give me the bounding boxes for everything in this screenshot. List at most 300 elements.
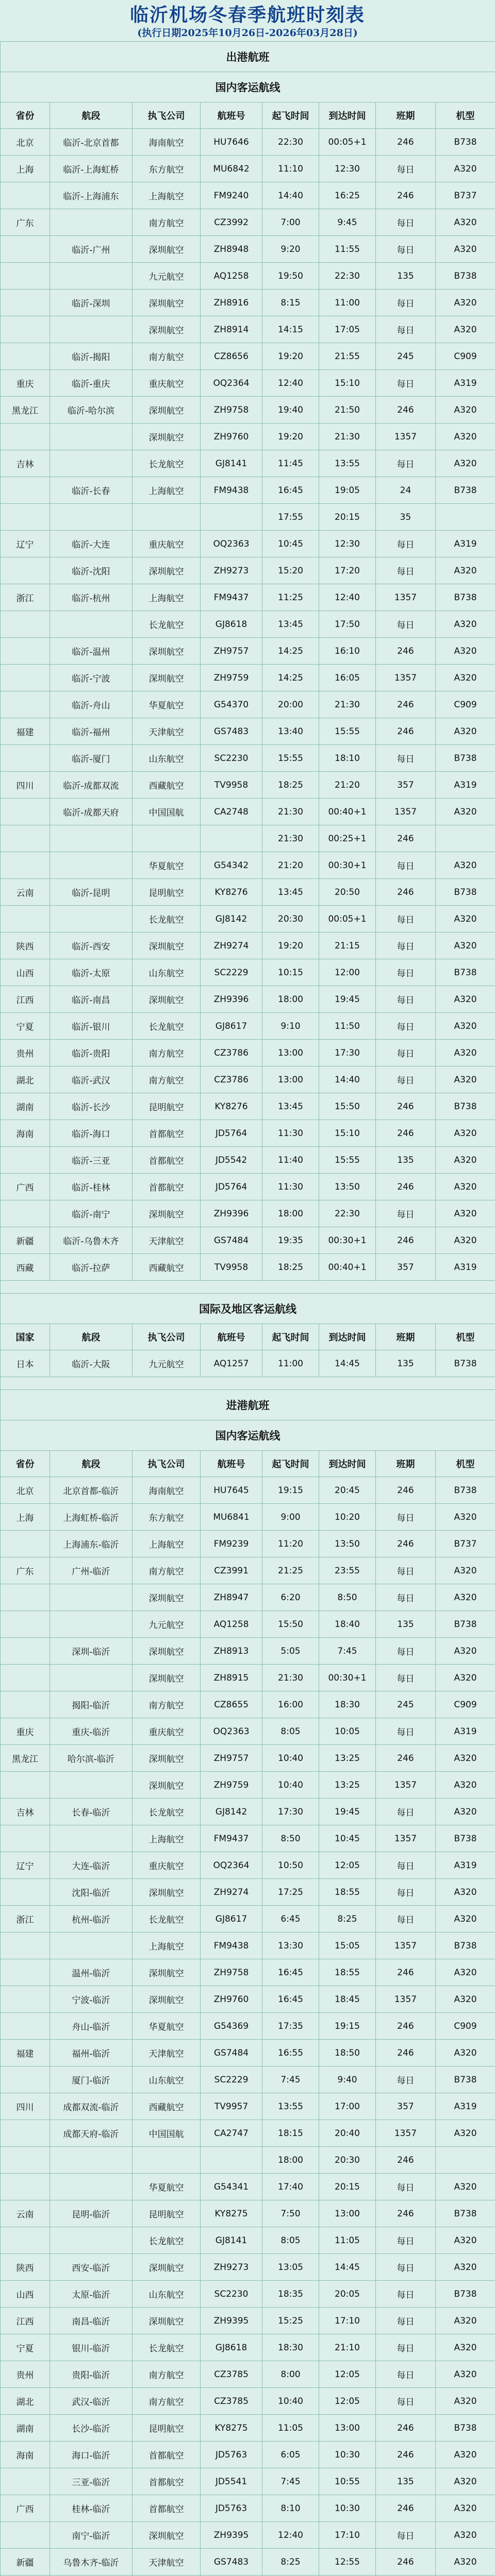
cell-type: A320	[436, 557, 495, 584]
cell-fn: SC2229	[201, 2066, 262, 2093]
cell-days: 每日	[376, 1638, 436, 1665]
cell-seg	[50, 2174, 133, 2200]
cell-co: 首都航空	[133, 2468, 201, 2495]
cell-type: A320	[436, 2495, 495, 2522]
cell-co: 长龙航空	[133, 2227, 201, 2254]
flight-row	[1, 718, 495, 745]
column-header: 省份	[1, 103, 50, 129]
cell-dep: 13:30	[262, 1933, 319, 1959]
cell-seg: 临沂-沈阳	[50, 557, 133, 584]
cell-dep: 6:20	[262, 1584, 319, 1611]
cell-fn	[201, 2147, 262, 2174]
cell-seg: 临沂-福州	[50, 718, 133, 745]
cell-days: 1357	[376, 665, 436, 691]
cell-prov: 湖北	[1, 1066, 50, 1093]
cell-seg: 长沙-临沂	[50, 2415, 133, 2442]
cell-co: 九元航空	[133, 263, 201, 290]
cell-arr: 20:30	[319, 2147, 376, 2174]
cell-type: B738	[436, 1350, 495, 1377]
cell-arr: 12:40	[319, 584, 376, 611]
cell-co: 天津航空	[133, 718, 201, 745]
cell-arr: 14:45	[319, 2254, 376, 2281]
cell-days: 246	[376, 2549, 436, 2575]
cell-arr: 18:40	[319, 1611, 376, 1638]
cell-fn: OQ2364	[201, 1852, 262, 1879]
cell-days: 每日	[376, 1852, 436, 1879]
cell-type	[436, 504, 495, 531]
cell-prov: 云南	[1, 2200, 50, 2227]
cell-co: 深圳航空	[133, 557, 201, 584]
cell-arr: 21:30	[319, 423, 376, 450]
cell-co: 昆明航空	[133, 2415, 201, 2442]
cell-prov	[1, 638, 50, 665]
cell-co: 深圳航空	[133, 665, 201, 691]
flight-row	[1, 1745, 495, 1772]
cell-co: 南方航空	[133, 1066, 201, 1093]
cell-prov: 北京	[1, 1477, 50, 1504]
cell-type: A320	[436, 1174, 495, 1200]
cell-days: 1357	[376, 799, 436, 825]
cell-prov: 上海	[1, 1504, 50, 1531]
cell-type: A320	[436, 1745, 495, 1772]
cell-type: A320	[436, 1799, 495, 1825]
cell-seg: 舟山-临沂	[50, 2013, 133, 2040]
cell-days: 每日	[376, 2334, 436, 2361]
column-header: 班期	[376, 103, 436, 129]
cell-fn: TV9958	[201, 772, 262, 799]
cell-seg: 成都天府-临沂	[50, 2120, 133, 2147]
cell-type	[436, 2147, 495, 2174]
flight-row	[1, 691, 495, 718]
cell-arr: 12:00	[319, 959, 376, 986]
cell-arr: 20:45	[319, 1477, 376, 1504]
cell-co: 上海航空	[133, 1531, 201, 1557]
cell-prov	[1, 477, 50, 504]
cell-prov: 陕西	[1, 2254, 50, 2281]
page-title: 临沂机场冬春季航班时刻表	[129, 4, 365, 26]
cell-days: 每日	[376, 959, 436, 986]
cell-arr: 15:50	[319, 1093, 376, 1120]
cell-co: 海南航空	[133, 129, 201, 156]
cell-co: 九元航空	[133, 1611, 201, 1638]
cell-seg: 临沂-厦门	[50, 745, 133, 772]
cell-seg: 昆明-临沂	[50, 2200, 133, 2227]
cell-arr: 17:10	[319, 2522, 376, 2549]
cell-days: 每日	[376, 1718, 436, 1745]
flight-row	[1, 557, 495, 584]
cell-prov	[1, 1200, 50, 1227]
cell-type: C909	[436, 1691, 495, 1718]
cell-prov: 江西	[1, 2308, 50, 2334]
cell-type: C909	[436, 691, 495, 718]
cell-days: 246	[376, 1531, 436, 1557]
cell-arr: 20:05	[319, 2281, 376, 2308]
cell-co: 西藏航空	[133, 2093, 201, 2120]
cell-fn: MU6841	[201, 1504, 262, 1531]
cell-arr: 14:40	[319, 1066, 376, 1093]
cell-type: B738	[436, 1933, 495, 1959]
cell-dep: 14:15	[262, 316, 319, 343]
cell-fn: SC2230	[201, 2281, 262, 2308]
cell-type: A320	[436, 1200, 495, 1227]
cell-days: 每日	[376, 450, 436, 477]
flight-row	[1, 2522, 495, 2549]
cell-days: 每日	[376, 2254, 436, 2281]
cell-days: 每日	[376, 611, 436, 638]
cell-fn	[201, 504, 262, 531]
cell-dep: 17:30	[262, 1799, 319, 1825]
flight-row	[1, 1906, 495, 1933]
cell-days: 246	[376, 825, 436, 852]
cell-prov: 辽宁	[1, 1852, 50, 1879]
cell-dep: 18:00	[262, 1200, 319, 1227]
cell-days: 246	[376, 2415, 436, 2442]
cell-type: A320	[436, 799, 495, 825]
cell-days: 每日	[376, 1584, 436, 1611]
cell-arr: 21:20	[319, 772, 376, 799]
cell-dep: 15:50	[262, 1611, 319, 1638]
cell-seg: 临沂-杭州	[50, 584, 133, 611]
outbound-title: 出港航班	[1, 42, 495, 72]
flight-row	[1, 638, 495, 665]
cell-prov: 贵州	[1, 1040, 50, 1066]
cell-arr: 20:50	[319, 879, 376, 906]
cell-seg: 临沂-广州	[50, 236, 133, 263]
cell-days: 每日	[376, 1013, 436, 1040]
cell-days: 1357	[376, 1986, 436, 2013]
cell-fn: ZH9759	[201, 665, 262, 691]
column-header: 班期	[376, 1451, 436, 1477]
inbound-domestic-title: 国内客运航线	[1, 1420, 495, 1451]
cell-arr: 19:05	[319, 477, 376, 504]
cell-fn: GJ8618	[201, 611, 262, 638]
column-header: 机型	[436, 1451, 495, 1477]
flight-row	[1, 879, 495, 906]
cell-arr: 00:40+1	[319, 799, 376, 825]
cell-co: 九元航空	[133, 1350, 201, 1377]
cell-dep: 21:30	[262, 825, 319, 852]
cell-arr: 17:00	[319, 2093, 376, 2120]
cell-prov: 山西	[1, 959, 50, 986]
cell-co: 山东航空	[133, 2066, 201, 2093]
cell-prov	[1, 691, 50, 718]
flight-row	[1, 1066, 495, 1093]
cell-seg: 临沂-成都天府	[50, 799, 133, 825]
cell-co: 重庆航空	[133, 370, 201, 397]
cell-type: B738	[436, 745, 495, 772]
cell-days: 每日	[376, 1799, 436, 1825]
cell-arr: 21:50	[319, 397, 376, 423]
cell-type: A320	[436, 290, 495, 316]
cell-co: 上海航空	[133, 1825, 201, 1852]
cell-seg: 临沂-南宁	[50, 1200, 133, 1227]
outbound-table	[0, 41, 495, 2576]
cell-days: 35	[376, 504, 436, 531]
flight-row	[1, 2308, 495, 2334]
cell-days: 每日	[376, 745, 436, 772]
cell-fn: GJ8141	[201, 450, 262, 477]
cell-fn: GJ8617	[201, 1906, 262, 1933]
cell-days: 每日	[376, 156, 436, 182]
cell-seg: 临沂-长沙	[50, 1093, 133, 1120]
cell-days: 135	[376, 1147, 436, 1174]
cell-days: 每日	[376, 316, 436, 343]
cell-dep: 17:40	[262, 2174, 319, 2200]
cell-seg: 长春-临沂	[50, 1799, 133, 1825]
cell-co: 深圳航空	[133, 1584, 201, 1611]
cell-seg: 太原-临沂	[50, 2281, 133, 2308]
cell-arr: 12:30	[319, 531, 376, 557]
cell-days: 每日	[376, 1879, 436, 1906]
cell-co: 深圳航空	[133, 638, 201, 665]
cell-fn: FM9240	[201, 182, 262, 209]
cell-seg	[50, 1772, 133, 1799]
cell-arr: 13:00	[319, 2415, 376, 2442]
cell-fn: SC2230	[201, 745, 262, 772]
cell-fn	[201, 825, 262, 852]
cell-seg: 临沂-武汉	[50, 1066, 133, 1093]
cell-dep: 10:40	[262, 1745, 319, 1772]
column-header: 起飞时间	[262, 1324, 319, 1350]
cell-arr: 10:45	[319, 1825, 376, 1852]
cell-days: 357	[376, 772, 436, 799]
cell-dep: 8:00	[262, 2361, 319, 2388]
cell-arr: 17:10	[319, 2308, 376, 2334]
cell-prov	[1, 343, 50, 370]
cell-dep: 18:30	[262, 2334, 319, 2361]
flight-row	[1, 1477, 495, 1504]
cell-prov	[1, 2227, 50, 2254]
cell-dep: 8:25	[262, 2549, 319, 2575]
cell-dep: 9:10	[262, 1013, 319, 1040]
cell-type: B738	[436, 1611, 495, 1638]
cell-dep: 22:30	[262, 129, 319, 156]
cell-type: A320	[436, 1879, 495, 1906]
cell-days: 246	[376, 1745, 436, 1772]
cell-arr: 22:30	[319, 263, 376, 290]
cell-type: B738	[436, 2200, 495, 2227]
cell-co: 重庆航空	[133, 1852, 201, 1879]
cell-days: 135	[376, 2468, 436, 2495]
cell-days: 246	[376, 718, 436, 745]
cell-days: 每日	[376, 1200, 436, 1227]
column-header: 航班号	[201, 103, 262, 129]
cell-type: B738	[436, 584, 495, 611]
cell-seg: 临沂-桂林	[50, 1174, 133, 1200]
cell-co: 深圳航空	[133, 290, 201, 316]
cell-seg: 临沂-银川	[50, 1013, 133, 1040]
cell-prov	[1, 611, 50, 638]
cell-fn: CZ8655	[201, 1691, 262, 1718]
cell-fn: CZ3786	[201, 1040, 262, 1066]
cell-dep: 11:25	[262, 584, 319, 611]
cell-arr: 20:40	[319, 2120, 376, 2147]
cell-type: B738	[436, 2415, 495, 2442]
cell-prov: 江西	[1, 986, 50, 1013]
cell-prov: 广东	[1, 1557, 50, 1584]
cell-seg: 大连-临沂	[50, 1852, 133, 1879]
cell-prov: 西藏	[1, 1254, 50, 1281]
cell-prov	[1, 290, 50, 316]
cell-seg: 三亚-临沂	[50, 2468, 133, 2495]
cell-days: 每日	[376, 906, 436, 933]
flight-row	[1, 2120, 495, 2147]
flight-row	[1, 1200, 495, 1227]
cell-days: 357	[376, 1254, 436, 1281]
cell-type	[436, 825, 495, 852]
flight-row	[1, 2200, 495, 2227]
column-header: 执飞公司	[133, 1324, 201, 1350]
cell-dep: 10:15	[262, 959, 319, 986]
column-header: 执飞公司	[133, 103, 201, 129]
cell-type: C909	[436, 2013, 495, 2040]
cell-days: 246	[376, 2013, 436, 2040]
column-header: 省份	[1, 1451, 50, 1477]
flight-row	[1, 2361, 495, 2388]
cell-fn: GJ8618	[201, 2334, 262, 2361]
cell-arr: 17:50	[319, 611, 376, 638]
cell-days: 每日	[376, 209, 436, 236]
cell-type: A320	[436, 316, 495, 343]
cell-type: A320	[436, 933, 495, 959]
cell-arr: 10:30	[319, 2495, 376, 2522]
cell-seg	[50, 423, 133, 450]
cell-prov	[1, 2468, 50, 2495]
cell-days: 每日	[376, 1557, 436, 1584]
cell-type: A320	[436, 986, 495, 1013]
flight-row	[1, 423, 495, 450]
cell-prov: 海南	[1, 2442, 50, 2468]
flight-row	[1, 2549, 495, 2575]
cell-type: A320	[436, 1066, 495, 1093]
cell-fn: ZH9757	[201, 1745, 262, 1772]
cell-seg: 贵阳-临沂	[50, 2361, 133, 2388]
cell-seg: 福州-临沂	[50, 2040, 133, 2066]
cell-dep: 19:40	[262, 397, 319, 423]
cell-type: A320	[436, 906, 495, 933]
cell-seg: 温州-临沂	[50, 1959, 133, 1986]
header	[0, 0, 495, 41]
cell-dep: 11:20	[262, 1531, 319, 1557]
cell-prov	[1, 825, 50, 852]
cell-fn: AQ1257	[201, 1350, 262, 1377]
cell-co: 深圳航空	[133, 397, 201, 423]
cell-prov: 新疆	[1, 1227, 50, 1254]
cell-days: 每日	[376, 1066, 436, 1093]
cell-prov: 重庆	[1, 370, 50, 397]
cell-days: 1357	[376, 423, 436, 450]
cell-prov	[1, 906, 50, 933]
cell-seg: 临沂-海口	[50, 1120, 133, 1147]
cell-dep: 8:15	[262, 290, 319, 316]
flight-row	[1, 1504, 495, 1531]
cell-fn: TV9958	[201, 1254, 262, 1281]
cell-dep: 15:55	[262, 745, 319, 772]
cell-prov: 浙江	[1, 1906, 50, 1933]
cell-days: 每日	[376, 986, 436, 1013]
cell-prov: 宁夏	[1, 2334, 50, 2361]
column-header: 机型	[436, 1324, 495, 1350]
cell-seg: 上海虹桥-临沂	[50, 1504, 133, 1531]
cell-dep: 19:20	[262, 423, 319, 450]
cell-arr: 19:45	[319, 986, 376, 1013]
flight-row	[1, 1120, 495, 1147]
cell-prov: 湖南	[1, 2415, 50, 2442]
cell-prov	[1, 1959, 50, 1986]
cell-prov: 广西	[1, 2495, 50, 2522]
cell-days: 135	[376, 1350, 436, 1377]
cell-co: 深圳航空	[133, 933, 201, 959]
cell-type: A319	[436, 2093, 495, 2120]
cell-dep: 20:00	[262, 691, 319, 718]
cell-fn: G54370	[201, 691, 262, 718]
cell-fn: CZ3991	[201, 1557, 262, 1584]
cell-fn: ZH9395	[201, 2522, 262, 2549]
cell-co: 昆明航空	[133, 879, 201, 906]
cell-co: 深圳航空	[133, 1772, 201, 1799]
cell-seg: 北京首都-临沂	[50, 1477, 133, 1504]
cell-co: 南方航空	[133, 2388, 201, 2415]
cell-seg: 深圳-临沂	[50, 1638, 133, 1665]
cell-type: A320	[436, 2174, 495, 2200]
cell-seg: 临沂-大连	[50, 531, 133, 557]
cell-dep: 13:05	[262, 2254, 319, 2281]
cell-fn: ZH9274	[201, 933, 262, 959]
cell-fn: ZH8913	[201, 1638, 262, 1665]
cell-dep: 10:40	[262, 1772, 319, 1799]
cell-seg: 临沂-三亚	[50, 1147, 133, 1174]
cell-arr: 13:50	[319, 1531, 376, 1557]
cell-arr: 20:15	[319, 2174, 376, 2200]
cell-prov: 海南	[1, 1120, 50, 1147]
cell-type: A320	[436, 665, 495, 691]
cell-fn: CA2747	[201, 2120, 262, 2147]
cell-type: B738	[436, 1825, 495, 1852]
cell-days: 1357	[376, 584, 436, 611]
cell-type: A320	[436, 1013, 495, 1040]
cell-days: 每日	[376, 2308, 436, 2334]
cell-fn: GJ8142	[201, 906, 262, 933]
cell-days: 每日	[376, 2227, 436, 2254]
cell-arr: 00:25+1	[319, 825, 376, 852]
cell-days: 1357	[376, 2120, 436, 2147]
flight-row	[1, 531, 495, 557]
column-header: 执飞公司	[133, 1451, 201, 1477]
cell-days: 246	[376, 1120, 436, 1147]
cell-arr: 12:05	[319, 1852, 376, 1879]
cell-co: 昆明航空	[133, 2200, 201, 2227]
cell-prov	[1, 423, 50, 450]
cell-days: 1357	[376, 1772, 436, 1799]
cell-prov	[1, 1825, 50, 1852]
cell-type: A320	[436, 1147, 495, 1174]
cell-dep: 11:30	[262, 1120, 319, 1147]
cell-fn: JD5542	[201, 1147, 262, 1174]
cell-dep: 18:35	[262, 2281, 319, 2308]
cell-type: A320	[436, 1986, 495, 2013]
column-header: 机型	[436, 103, 495, 129]
cell-type: A320	[436, 1906, 495, 1933]
flight-row	[1, 316, 495, 343]
cell-type: B738	[436, 1093, 495, 1120]
cell-dep: 14:25	[262, 665, 319, 691]
cell-type: B738	[436, 2066, 495, 2093]
cell-prov: 湖南	[1, 1093, 50, 1120]
cell-co: 南方航空	[133, 2361, 201, 2388]
flight-row	[1, 1227, 495, 1254]
cell-dep: 11:10	[262, 156, 319, 182]
flight-row	[1, 2334, 495, 2361]
